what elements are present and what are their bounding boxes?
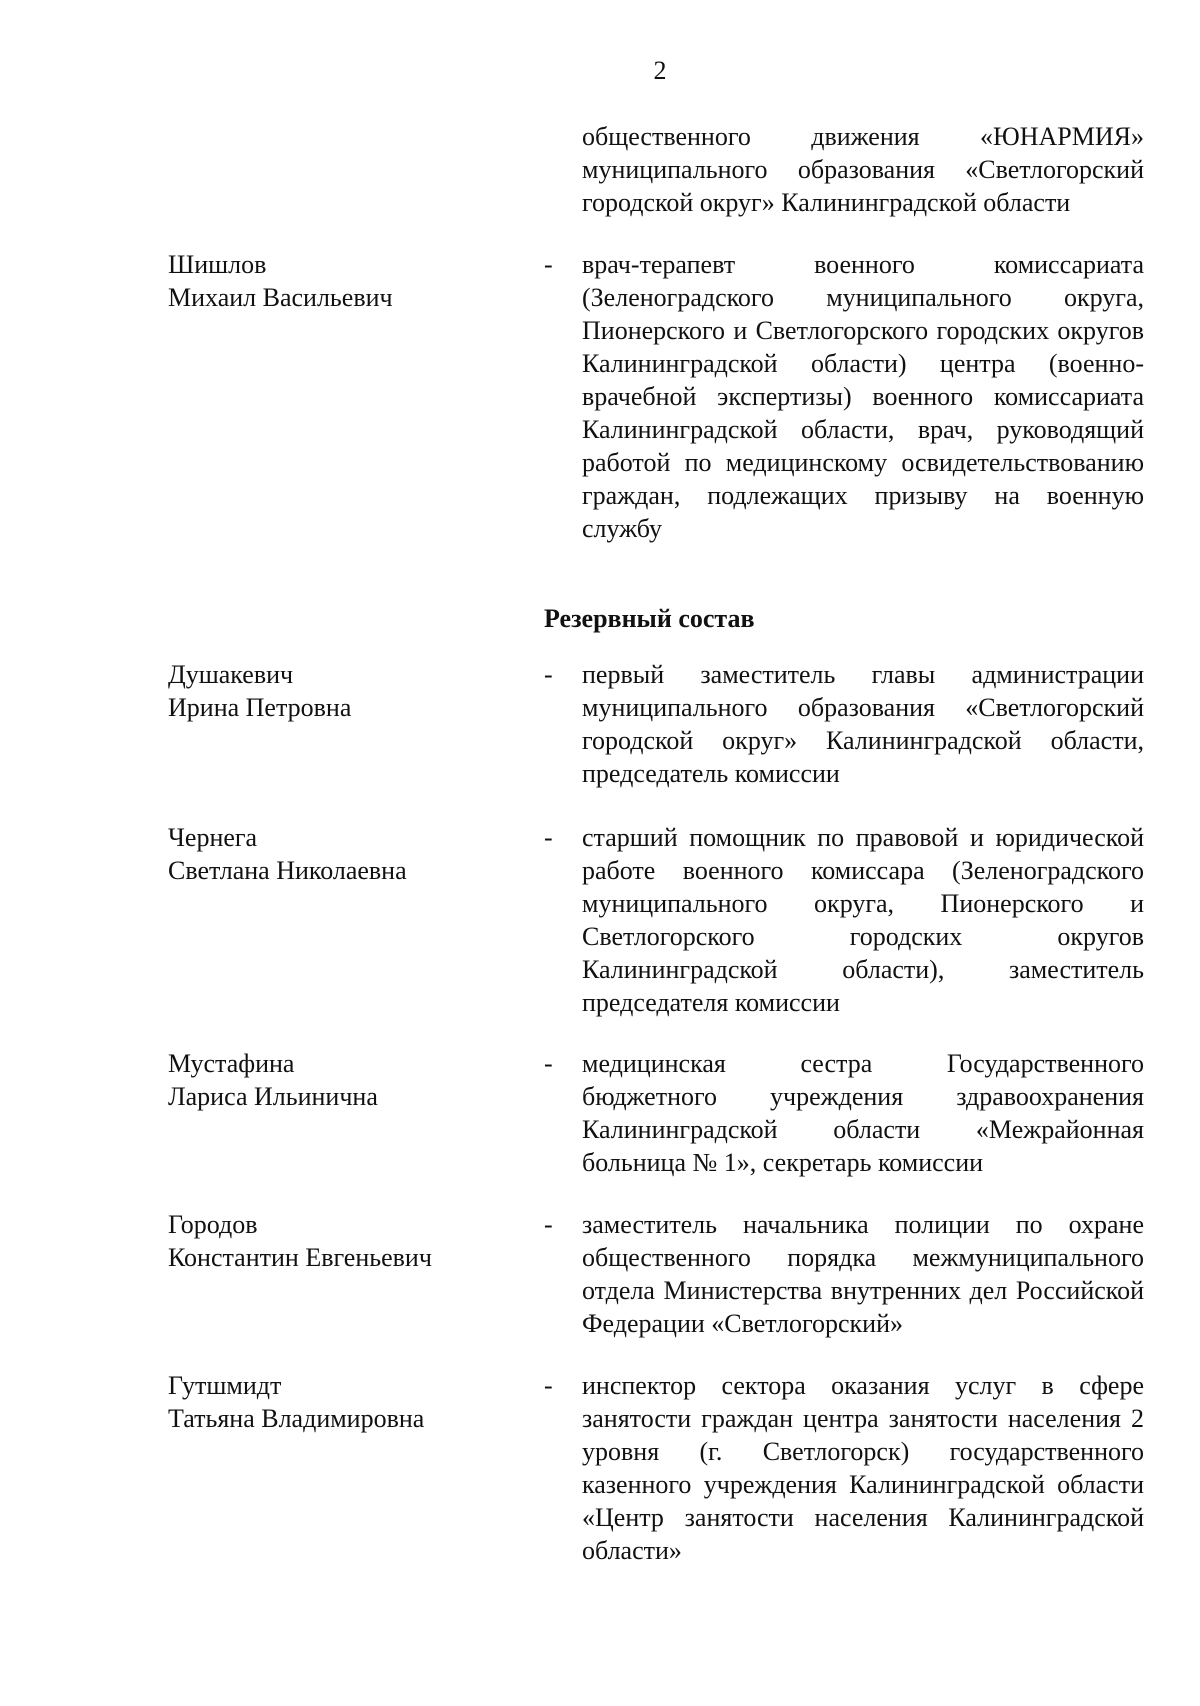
member-role: медицинская сестра Государственного бюджетного учреждения здравоохранения Калининградской области «Межрайонная больница № 1», секретарь комиссии (582, 1049, 1144, 1177)
dash-separator: - (544, 1371, 553, 1400)
dash-separator: - (544, 250, 553, 279)
member-surname: Мустафина (168, 1049, 295, 1078)
dash-separator: - (544, 1210, 553, 1239)
member-surname: Шишлов (168, 250, 267, 279)
member-name (168, 821, 508, 887)
member-role: заместитель начальника полиции по охране общественного порядка межмуниципального отдела Министерства внутренних дел Российской Федерации «Светлогорский» (582, 1210, 1144, 1338)
dash-separator: - (544, 823, 553, 852)
dash-separator: - (544, 1049, 553, 1078)
member-given-names: Лариса Ильинична (168, 1082, 378, 1111)
member-role: старший помощник по правовой и юридической работе военного комиссара (Зеленоградского муниципального округа, Пионерского и Светлогорского городских округов Калининградской области), заместитель председателя комиссии (582, 823, 1144, 1017)
member-given-names: Светлана Николаевна (168, 856, 407, 885)
member-name (168, 248, 508, 314)
member-given-names: Михаил Васильевич (168, 283, 393, 312)
dash-separator: - (544, 660, 553, 689)
member-role: первый заместитель главы администрации муниципального образования «Светлогорский городской округ» Калининградской области, председатель комиссии (582, 660, 1144, 788)
member-name (168, 1047, 508, 1113)
member-given-names: Ирина Петровна (168, 693, 352, 722)
section-heading-reserve: Резервный состав (544, 604, 755, 633)
member-surname: Гутшмидт (168, 1371, 282, 1400)
member-surname: Городов (168, 1210, 258, 1239)
page-number: 2 (653, 56, 667, 85)
member-surname: Чернега (168, 823, 258, 852)
continued-role-text: общественного движения «ЮНАРМИЯ» муниципального образования «Светлогорский городской округ» Калининградской области (582, 122, 1144, 217)
member-surname: Душакевич (168, 660, 294, 689)
member-given-names: Константин Евгеньевич (168, 1243, 432, 1272)
member-name (168, 1369, 508, 1435)
member-given-names: Татьяна Владимировна (168, 1404, 425, 1433)
member-name (168, 658, 508, 724)
member-role: врач-терапевт военного комиссариата (Зеленоградского муниципального округа, Пионерского и Светлогорского городских округов Калининградской области) центра (военно-врачебной экспертизы) военного комиссариата Калининградской области, врач, руководящий работой по медицинскому освидетельствованию граждан, подлежащих призыву на военную службу (582, 250, 1144, 543)
member-role: инспектор сектора оказания услуг в сфере занятости граждан центра занятости населения 2 уровня (г. Светлогорск) государственного казенного учреждения Калининградской области «Центр занятости населения Калининградской области» (582, 1371, 1144, 1565)
member-name (168, 1208, 508, 1274)
